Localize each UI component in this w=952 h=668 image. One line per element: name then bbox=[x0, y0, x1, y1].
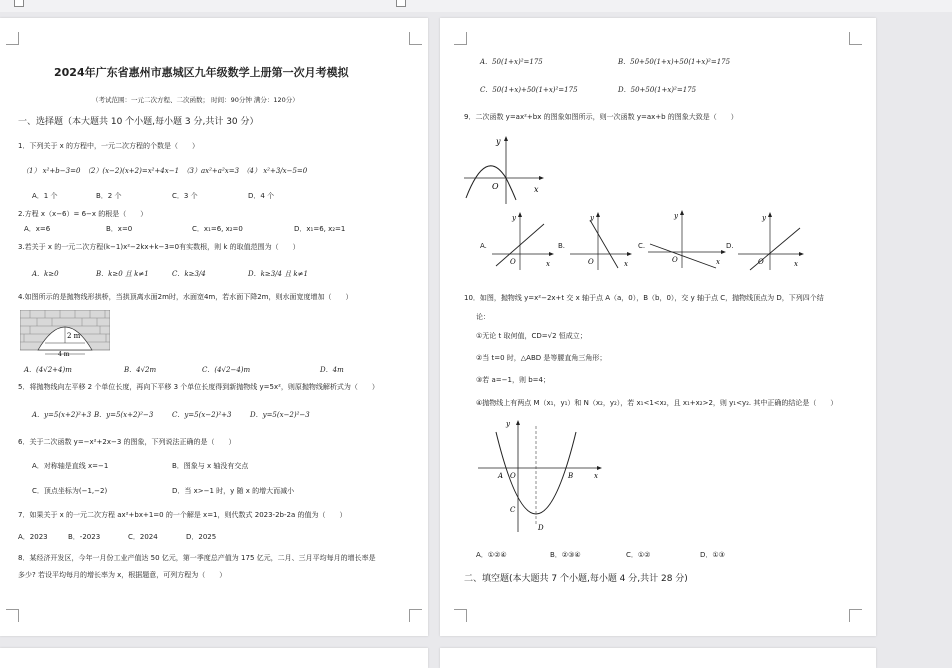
svg-text:y: y bbox=[496, 137, 501, 146]
option-a: A．x=6 bbox=[24, 225, 51, 233]
svg-text:O: O bbox=[510, 258, 516, 266]
option-d: D．①③ bbox=[700, 551, 725, 559]
crop-mark bbox=[409, 32, 422, 45]
option-a-label: A. bbox=[480, 242, 487, 250]
option-d: D．x₁=6, x₂=1 bbox=[294, 225, 346, 233]
option-c-label: C. bbox=[638, 242, 646, 250]
option-b: B．50+50(1+x)+50(1+x)²=175 bbox=[618, 58, 731, 66]
section-heading: 二、填空题(本大题共 7 个小题,每小题 4 分,共计 28 分) bbox=[464, 574, 688, 584]
document-page-2 bbox=[440, 18, 876, 636]
svg-text:C: C bbox=[510, 506, 516, 514]
document-page-1 bbox=[0, 18, 428, 636]
svg-text:y: y bbox=[674, 212, 678, 220]
claim-3: ③若 a=−1，则 b=4； bbox=[476, 376, 550, 384]
svg-text:x: x bbox=[794, 260, 798, 268]
page-icon bbox=[14, 0, 24, 7]
option-c: C．(4√2−4)m bbox=[202, 366, 251, 374]
bridge-figure bbox=[20, 310, 110, 356]
option-d: D．4 个 bbox=[248, 192, 275, 200]
question-5-stem: 5．将抛物线向左平移 2 个单位长度，再向下平移 3 个单位长度得到新抛物线 y=5x²，则原抛物线解析式为（ ） bbox=[18, 383, 379, 391]
option-b: B．2 个 bbox=[96, 192, 122, 200]
option-d: D．4m bbox=[320, 366, 344, 374]
option-d: D．当 x>−1 时，y 随 x 的增大而减小 bbox=[172, 487, 295, 495]
option-d: D．50+50(1+x)²=175 bbox=[618, 86, 697, 94]
claim-4: ④抛物线上有两点 M（x₁，y₁）和 N（x₂，y₂），若 x₁<1<x₂，且 x₁+x₂>2，则 y₁<y₂. 其中正确的结论是（ ） bbox=[476, 399, 838, 407]
question-9-graph bbox=[462, 134, 546, 206]
option-c-graph bbox=[646, 206, 728, 270]
claim-2: ②当 t=0 时，△ABD 是等腰直角三角形； bbox=[476, 354, 607, 362]
option-a: A．y=5(x+2)²+3 bbox=[32, 411, 92, 419]
option-c: C．2024 bbox=[128, 533, 158, 541]
question-6-stem: 6．关于二次函数 y=−x²+2x−3 的图象，下列说法正确的是（ ） bbox=[18, 438, 236, 446]
top-toolbar-strip bbox=[0, 0, 952, 12]
svg-text:y: y bbox=[512, 214, 516, 222]
option-c: C．y=5(x−2)²+3 bbox=[172, 411, 232, 419]
svg-text:D: D bbox=[538, 524, 544, 532]
question-8-stem-cont: 多少? 若设平均每月的增长率为 x，根据题意，可列方程为（ ） bbox=[18, 571, 227, 579]
crop-mark bbox=[454, 609, 467, 622]
document-page-3 bbox=[0, 648, 428, 668]
claim-1: ①无论 t 取何值，CD=√2 恒成立； bbox=[476, 332, 587, 340]
svg-text:y: y bbox=[762, 214, 766, 222]
option-b: B．②③④ bbox=[550, 551, 581, 559]
option-a: A．对称轴是直线 x=−1 bbox=[32, 462, 109, 470]
question-4-stem: 4.如图所示的是抛物线形拱桥，当拱顶离水面2m时，水面宽4m，若水面下降2m，则水面宽度增加（ ） bbox=[18, 293, 353, 301]
crop-mark bbox=[409, 609, 422, 622]
option-a: A．k≥0 bbox=[32, 270, 59, 278]
option-c: C．50(1+x)+50(1+x)²=175 bbox=[480, 86, 578, 94]
option-d: D．k≥3/4 且 k≠1 bbox=[248, 270, 308, 278]
crop-mark bbox=[849, 609, 862, 622]
svg-text:A: A bbox=[498, 472, 504, 480]
option-c: C．x₁=6, x₂=0 bbox=[192, 225, 243, 233]
option-a: A．2023 bbox=[18, 533, 48, 541]
question-10-stem: 10．如图，抛物线 y=x²−2x+t 交 x 轴于点 A（a，0），B（b，0），交 y 轴于点 C，抛物线顶点为 D，下列四个结 bbox=[464, 294, 824, 302]
option-a: A．1 个 bbox=[32, 192, 58, 200]
question-7-stem: 7．如果关于 x 的一元二次方程 ax²+bx+1=0 的一个解是 x=1，则代数式 2023-2b-2a 的值为（ ） bbox=[18, 511, 347, 519]
svg-text:O: O bbox=[492, 182, 499, 191]
svg-text:y: y bbox=[590, 214, 594, 222]
option-d: D．y=5(x−2)²−3 bbox=[250, 411, 310, 419]
svg-text:x: x bbox=[546, 260, 550, 268]
svg-text:O: O bbox=[758, 258, 764, 266]
option-a: A．(4√2+4)m bbox=[24, 366, 72, 374]
question-1-stem: 1．下列关于 x 的方程中，一元二次方程的个数是（ ） bbox=[18, 142, 200, 150]
question-10-graph bbox=[476, 416, 606, 536]
option-a-graph bbox=[490, 208, 556, 272]
option-a: A．①②④ bbox=[476, 551, 507, 559]
crop-mark bbox=[6, 32, 19, 45]
svg-text:O: O bbox=[588, 258, 594, 266]
option-b: B．4√2m bbox=[124, 366, 157, 374]
section-heading: 一、选择题（本大题共 10 个小题,每小题 3 分,共计 30 分） bbox=[18, 117, 259, 127]
option-d: D．2025 bbox=[186, 533, 217, 541]
question-2-stem: 2.方程 x（x−6）= 6−x 的根是（ ） bbox=[18, 210, 148, 218]
option-a: A．50(1+x)²=175 bbox=[480, 58, 543, 66]
svg-text:x: x bbox=[534, 185, 539, 194]
option-b: B．-2023 bbox=[68, 533, 101, 541]
width-label: 4 m bbox=[58, 351, 70, 356]
svg-text:x: x bbox=[594, 472, 598, 480]
page-icon bbox=[396, 0, 406, 7]
option-c: C．3 个 bbox=[172, 192, 198, 200]
question-1-items: （1） x²+b−3=0 （2）(x−2)(x+2)=x²+4x−1 （3）ax²+a²x=3 （4） x²+3/x−5=0 bbox=[22, 167, 308, 175]
question-3-stem: 3.若关于 x 的一元二次方程(k−1)x²−2kx+k−3=0有实数根，则 k 的取值范围为（ ） bbox=[18, 243, 300, 251]
crop-mark bbox=[6, 609, 19, 622]
height-label: 2 m bbox=[67, 332, 81, 340]
question-8-stem: 8．某经济开发区，今年一月份工业产值达 50 亿元，第一季度总产值为 175 亿元，二月、三月平均每月的增长率是 bbox=[18, 554, 376, 562]
svg-text:B: B bbox=[568, 472, 574, 480]
option-c: C．k≥3/4 bbox=[172, 270, 206, 278]
svg-text:x: x bbox=[716, 258, 720, 266]
option-c: C．①② bbox=[626, 551, 651, 559]
crop-mark bbox=[454, 32, 467, 45]
document-page-4 bbox=[440, 648, 876, 668]
subtitle: （考试范围：一元二次方程、二次函数； 时间：90分钟 满分：120分） bbox=[92, 96, 299, 104]
svg-text:O: O bbox=[510, 472, 516, 480]
svg-text:x: x bbox=[624, 260, 628, 268]
option-c: C．顶点坐标为(−1,−2) bbox=[32, 487, 108, 495]
option-b-graph bbox=[568, 208, 634, 272]
option-b: B．图象与 x 轴没有交点 bbox=[172, 462, 249, 470]
option-d-graph bbox=[736, 208, 806, 272]
option-d-label: D. bbox=[726, 242, 734, 250]
option-b-label: B. bbox=[558, 242, 566, 250]
crop-mark bbox=[849, 32, 862, 45]
svg-text:y: y bbox=[506, 420, 510, 428]
question-9-stem: 9．二次函数 y=ax²+bx 的图象如图所示，则一次函数 y=ax+b 的图象大致是（ ） bbox=[464, 113, 738, 121]
svg-text:O: O bbox=[672, 256, 678, 264]
option-b: B．x=0 bbox=[106, 225, 133, 233]
option-b: B．y=5(x+2)²−3 bbox=[94, 411, 154, 419]
option-b: B．k≥0 且 k≠1 bbox=[96, 270, 149, 278]
page-title: 2024年广东省惠州市惠城区九年级数学上册第一次月考模拟 bbox=[54, 66, 349, 79]
question-10-stem-cont: 论： bbox=[476, 313, 490, 321]
